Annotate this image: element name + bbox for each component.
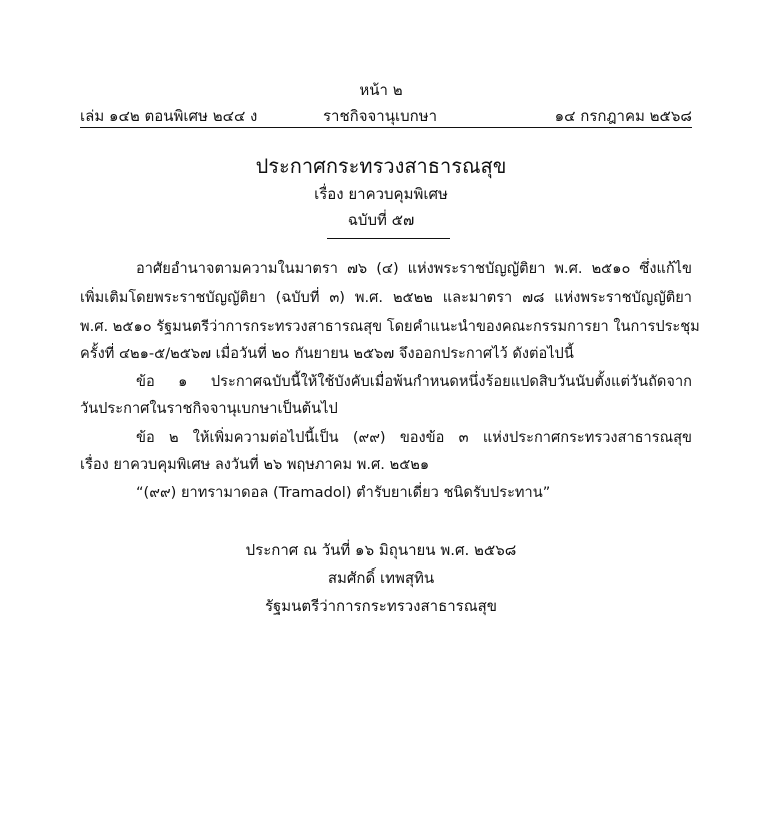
document-subject: เรื่อง ยาควบคุมพิเศษ [314, 185, 448, 203]
gazette-header [80, 104, 692, 126]
signer-name: สมศักดิ์ เทพสุทิน [327, 569, 435, 587]
preamble-line: เพิ่มเติมโดยพระราชบัญญัติยา (ฉบับที่ ๓) พ.ศ. ๒๕๒๒ และมาตรา ๗๘ แห่งพระราชบัญญัติยา [80, 289, 692, 306]
volume-issue: เล่ม ๑๔๒ ตอนพิเศษ ๒๔๔ ง [80, 107, 258, 125]
preamble-line: พ.ศ. ๒๕๑๐ รัฐมนตรีว่าการกระทรวงสาธารณสุข โดยคำแนะนำของคณะกรรมการยา ในการประชุม [80, 318, 700, 335]
document-title: ประกาศกระทรวงสาธารณสุข [255, 154, 507, 178]
signer-position: รัฐมนตรีว่าการกระทรวงสาธารณสุข [264, 597, 498, 615]
announcement-date: ประกาศ ณ วันที่ ๑๖ มิถุนายน พ.ศ. ๒๕๖๘ [245, 541, 517, 559]
clause-1-line: ข้อ ๑ ประกาศฉบับนี้ให้ใช้บังคับเมื่อพ้นกำหนดหนึ่งร้อยแปดสิบวันนับตั้งแต่วันถัดจาก [136, 373, 692, 390]
page-number: หน้า ๒ [359, 81, 403, 99]
preamble-line: ครั้งที่ ๔๒๑-๕/๒๕๖๗ เมื่อวันที่ ๒๐ กันยายน ๒๕๖๗ จึงออกประกาศไว้ ดังต่อไปนี้ [80, 345, 574, 362]
gazette-name: ราชกิจจานุเบกษา [322, 107, 438, 125]
document-issue-number: ฉบับที่ ๕๗ [347, 211, 415, 229]
title-divider [327, 238, 450, 239]
amendment-quote: “(๙๙) ยาทรามาดอล (Tramadol) ตำรับยาเดี่ยว ชนิดรับประทาน” [136, 484, 551, 501]
clause-2-line: เรื่อง ยาควบคุมพิเศษ ลงวันที่ ๒๖ พฤษภาคม พ.ศ. ๒๕๒๑ [80, 456, 430, 473]
gazette-date: ๑๔ กรกฎาคม ๒๕๖๘ [554, 107, 692, 125]
clause-1-line: วันประกาศในราชกิจจานุเบกษาเป็นต้นไป [80, 400, 338, 417]
header-divider [80, 127, 692, 128]
clause-2-line: ข้อ ๒ ให้เพิ่มความต่อไปนี้เป็น (๙๙) ของข้อ ๓ แห่งประกาศกระทรวงสาธารณสุข [136, 429, 692, 446]
preamble-line: อาศัยอำนาจตามความในมาตรา ๗๖ (๔) แห่งพระราชบัญญัติยา พ.ศ. ๒๕๑๐ ซึ่งแก้ไข [136, 260, 692, 277]
